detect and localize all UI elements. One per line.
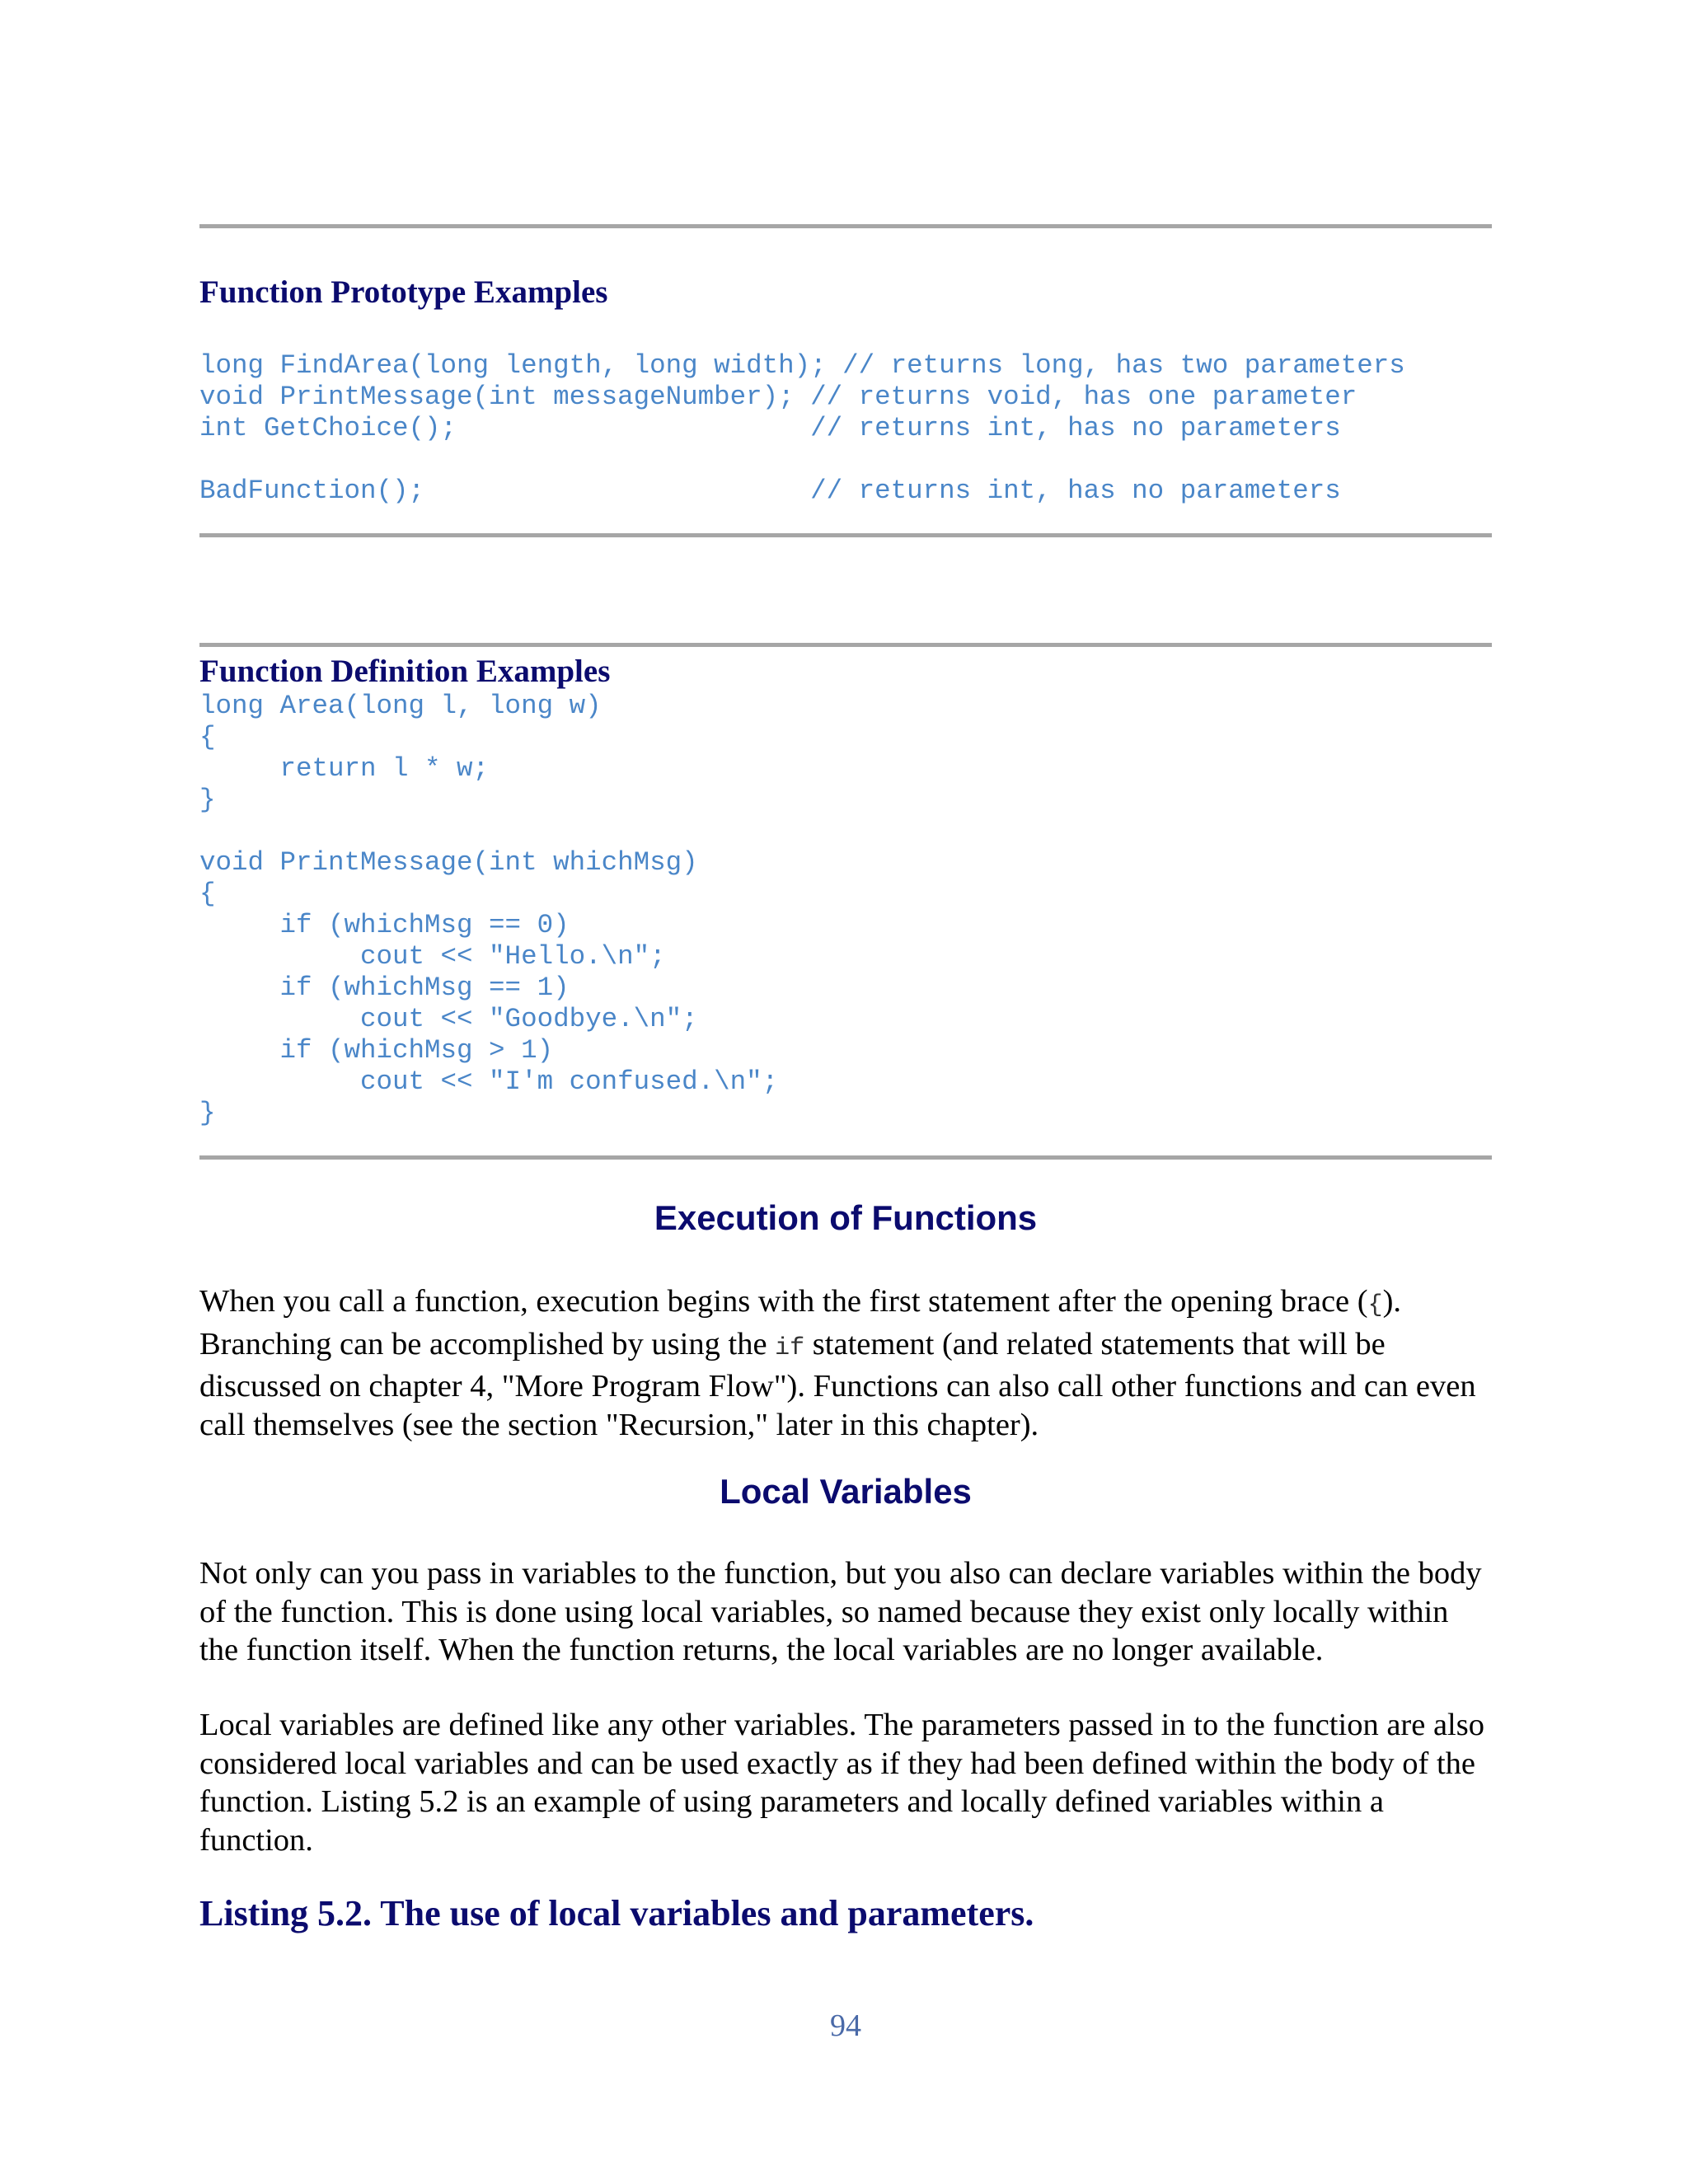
- execution-paragraph: [199, 1282, 1492, 1444]
- listing-caption: Listing 5.2. The use of local variables and parameters.: [199, 1893, 1034, 1933]
- local-variables-paragraph-1: Not only can you pass in variables to the function, but you also can declare variables within the body of the function. This is done using local variables, so named because they exist only locally within the function itself. When the function returns, the local variables are no longer available.: [199, 1556, 1482, 1667]
- if-keyword-code: if: [775, 1333, 805, 1362]
- execution-text-part3: statement (and related statements that will be discussed on chapter 4, "More Program Flow"). Functions can also call other functions and can even call themselves (see the section "Recursion," later in this chapter).: [199, 1326, 1476, 1442]
- execution-text-part1: When you call a function, execution begins with the first statement after the opening brace (: [199, 1284, 1368, 1319]
- local-variables-section-title: Local Variables: [720, 1472, 972, 1511]
- definition-box-heading: Function Definition Examples: [199, 654, 611, 689]
- document-page: [199, 0, 1492, 2184]
- definition-box-bottom-rule: [199, 1155, 1492, 1160]
- local-variables-paragraph-2: Local variables are defined like any other variables. The parameters passed in to the function are also considered local variables and can be used exactly as if they had been defined within the body of the function. Listing 5.2 is an example of using parameters and locally defined variables within a function.: [199, 1708, 1484, 1858]
- opening-brace-code: {: [1367, 1291, 1383, 1319]
- prototype-box-top-rule: [199, 224, 1492, 228]
- prototype-box-bottom-rule: [199, 533, 1492, 537]
- definition-box-top-rule: [199, 643, 1492, 647]
- prototype-box-heading: Function Prototype Examples: [199, 274, 608, 310]
- page-number: 94: [830, 2008, 861, 2043]
- execution-text-part2: ). Branching can be accomplished by using the: [199, 1284, 1402, 1361]
- execution-section-title: Execution of Functions: [654, 1198, 1038, 1237]
- definition-code-block: long Area(long l, long w) { return l * w; } void PrintMessage(int whichMsg) { if (whichMsg == 0) cout << "Hello.\n"; if (whichMsg == 1) cout << "Goodbye.\n"; if (whichMsg > 1) cout << "I'm confused.\n"; }: [199, 691, 779, 1128]
- prototype-code-block: long FindArea(long length, long width); // returns long, has two parameters void PrintMessage(int messageNumber); // returns void, has one parameter int GetChoice(); // returns int, has no parameters BadFunction(); // returns int, has no parameters: [199, 350, 1405, 506]
